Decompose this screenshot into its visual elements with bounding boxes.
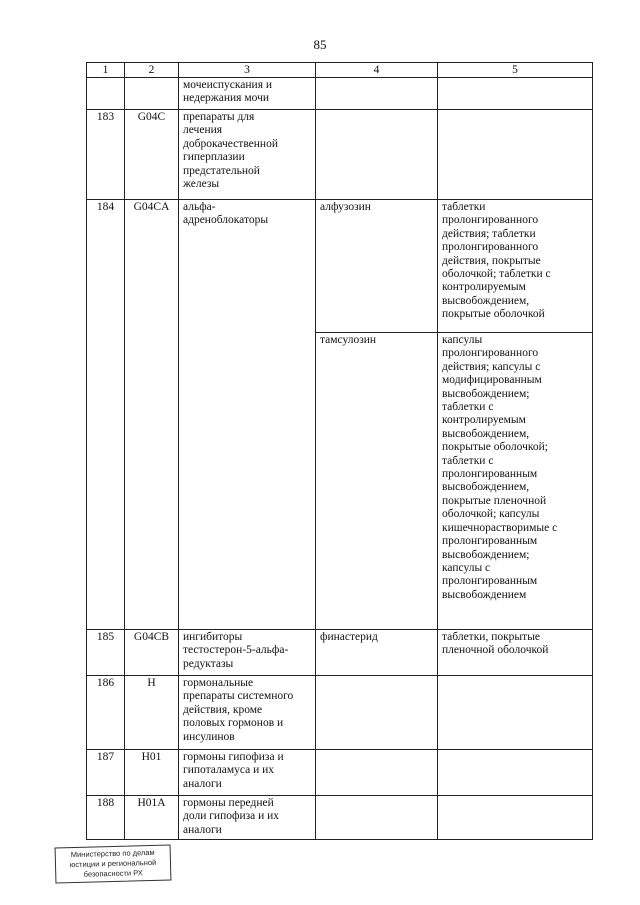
row-number: 187	[87, 750, 125, 796]
group-name: препараты для лечения доброкачественной гиперплазии предстательной железы	[179, 110, 316, 200]
row-number: 183	[87, 110, 125, 200]
group-name: гормоны гипофиза и гипоталамуса и их аналоги	[179, 750, 316, 796]
atc-code: G04C	[125, 110, 179, 200]
table-row	[87, 200, 593, 333]
registration-stamp: Министерство по делам юстиции и региональной безопасности РХ	[55, 844, 172, 883]
table-row	[87, 796, 593, 840]
table-row	[87, 110, 593, 200]
table-row	[87, 78, 593, 110]
group-name: альфа- адреноблокаторы	[179, 200, 316, 630]
page-number: 85	[313, 37, 327, 52]
drug-name: тамсулозин	[316, 333, 438, 630]
table-row	[87, 750, 593, 796]
row-number: 184	[87, 200, 125, 630]
group-name: гормоны передней доли гипофиза и их аналоги	[179, 796, 316, 840]
group-name: гормональные препараты системного действия, кроме половых гормонов и инсулинов	[179, 676, 316, 750]
dosage-forms: таблетки, покрытые пленочной оболочкой	[438, 630, 593, 676]
column-header: 4	[316, 63, 438, 78]
row-number: 188	[87, 796, 125, 840]
drug-name: финастерид	[316, 630, 438, 676]
table-header-row	[87, 63, 593, 78]
atc-code: H	[125, 676, 179, 750]
group-name: ингибиторы тестостерон-5-альфа- редуктазы	[179, 630, 316, 676]
drug-list-table	[86, 62, 593, 840]
atc-code: H01	[125, 750, 179, 796]
atc-code: G04CA	[125, 200, 179, 630]
column-header: 5	[438, 63, 593, 78]
column-header: 3	[179, 63, 316, 78]
group-name-continued: мочеиспускания и недержания мочи	[179, 78, 316, 110]
dosage-forms: таблетки пролонгированного действия; таблетки пролонгированного действия, покрытые оболочкой; таблетки с контролируемым высвобождением, покрытые оболочкой	[438, 200, 593, 333]
drug-name: алфузозин	[316, 200, 438, 333]
table-row	[87, 676, 593, 750]
dosage-forms: капсулы пролонгированного действия; капсулы с модифицированным высвобождением; таблетки с контролируемым высвобождением, покрытые оболочкой; таблетки с пролонгированным высвобождением, покрытые пленочной оболочкой; капсулы кишечнорастворимые с пролонгированным высвобождением; капсулы с пролонгированным высвобождением	[438, 333, 593, 630]
atc-code: H01A	[125, 796, 179, 840]
column-header: 2	[125, 63, 179, 78]
table-row	[87, 630, 593, 676]
column-header: 1	[87, 63, 125, 78]
row-number: 185	[87, 630, 125, 676]
atc-code: G04CB	[125, 630, 179, 676]
row-number: 186	[87, 676, 125, 750]
